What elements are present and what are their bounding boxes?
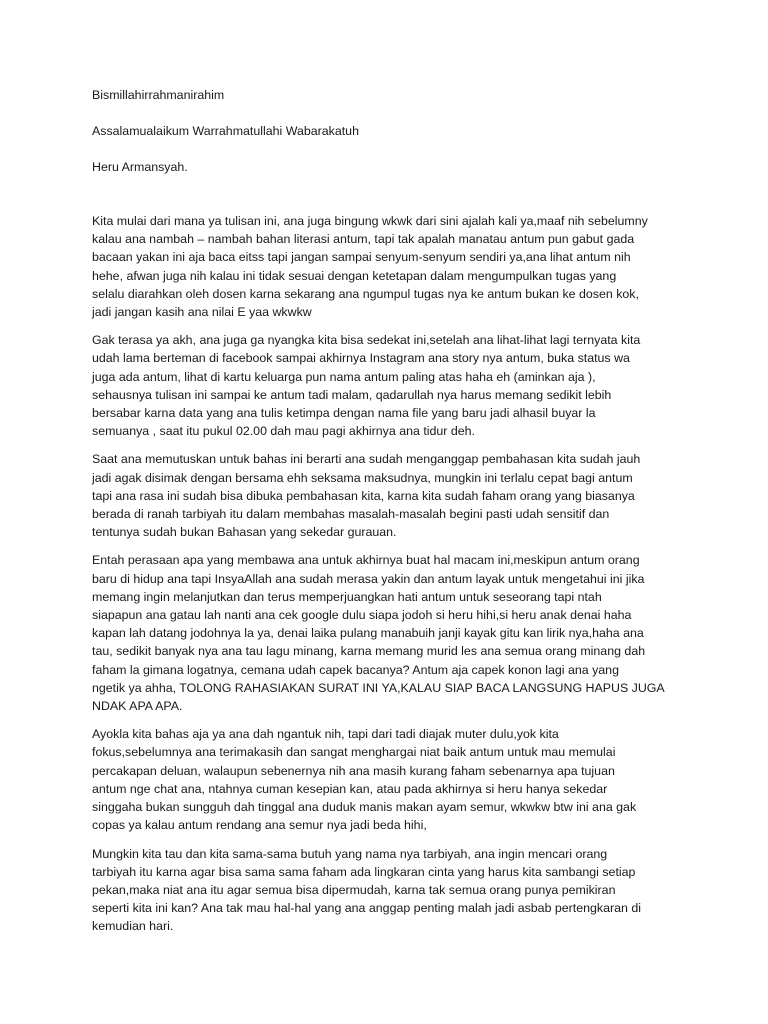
text-line: kapan lah datang jodohnya la ya, denai laika pulang manabuih janji kayak gitu kan lirik nya,haha ana <box>92 626 644 641</box>
text-line: kemudian hari. <box>92 919 174 934</box>
text-line: tarbiyah itu karna agar bisa sama sama faham ada lingkaran cinta yang harus kita sambangi setiap <box>92 864 636 879</box>
text-line: bersabar karna data yang ana tulis ketimpa dengan nama file yang baru jadi alhasil buyar la <box>92 406 596 421</box>
text-line: Entah perasaan apa yang membawa ana untuk akhirnya buat hal macam ini,meskipun antum orang <box>92 553 640 568</box>
text-line: faham la gimana logatnya, cemana udah capek bacanya? Antum aja capek konon lagi ana yang <box>92 662 619 677</box>
greeting-salam: Assalamualaikum Warrahmatullahi Wabarakatuh <box>92 124 359 138</box>
text-line: sehausnya tulisan ini sampai ke antum tadi malam, qadarullah nya harus memang sedikit lebih <box>92 387 612 402</box>
paragraph-2 <box>92 331 690 440</box>
text-line: Mungkin kita tau dan kita sama-sama butuh yang nama nya tarbiyah, ana ingin mencari orang <box>92 846 608 861</box>
text-line: pekan,maka niat ana itu agar semua bisa dipermudah, karna tak semua orang punya pemikiran <box>92 882 616 897</box>
text-line: Ayokla kita bahas aja ya ana dah ngantuk nih, tapi dari tadi diajak muter dulu,yok kita <box>92 727 559 742</box>
paragraph-5 <box>92 725 690 834</box>
text-line: ngetik ya ahha, TOLONG RAHASIAKAN SURAT INI YA,KALAU SIAP BACA LANGSUNG HAPUS JUGA <box>92 680 665 695</box>
addressee-line: Heru Armansyah. <box>92 160 188 174</box>
text-line: seperti kita ini kan? Ana tak mau hal-hal yang ana anggap penting malah jadi asbab pertengkaran di <box>92 901 642 916</box>
spacer <box>92 194 690 212</box>
text-line: bacaan yakan ini aja baca eitss tapi jangan sampai senyum-senyum sendiri ya,ana lihat antum nih <box>92 250 631 265</box>
text-line: semuanya , saat itu pukul 02.00 dah mau pagi akhirnya ana tidur deh. <box>92 424 475 439</box>
text-line: copas ya kalau antum rendang ana semur nya jadi beda hihi, <box>92 818 427 833</box>
text-line: tau, sedikit banyak nya ana tau lagu minang, karna memang murid les ana semua orang minang dah <box>92 644 646 659</box>
text-line: fokus,sebelumnya ana terimakasih dan sangat menghargai niat baik antum untuk mau memulai <box>92 745 616 760</box>
paragraph-3 <box>92 450 690 541</box>
text-line: NDAK APA APA. <box>92 699 183 714</box>
text-line: kalau ana nambah – nambah bahan literasi antum, tapi tak apalah manatau antum pun gabut gada <box>92 232 635 247</box>
text-line: percakapan deluan, walaupun sebenernya nih ana masih kurang faham sebenarnya apa tujuan <box>92 763 615 778</box>
paragraph-6 <box>92 845 690 936</box>
text-line: Gak terasa ya akh, ana juga ga nyangka kita bisa sedekat ini,setelah ana lihat-lihat lagi ternyata kita <box>92 333 641 348</box>
letter-body <box>92 86 690 946</box>
text-line: singgaha bukan sungguh dah tinggal ana duduk manis makan ayam semur, wkwkw btw ini ana gak <box>92 800 637 815</box>
text-line: hehe, afwan juga nih kalau ini tidak sesuai dengan ketetapan dalam mengumpulkan tugas yang <box>92 268 617 283</box>
text-line: selalu diarahkan oleh dosen karna sekarang ana ngumpul tugas nya ke antum bukan ke dosen kok, <box>92 286 639 301</box>
paragraph-4 <box>92 551 690 715</box>
text-line: jadi jangan kasih ana nilai E yaa wkwkw <box>92 305 312 320</box>
text-line: tapi ana rasa ini sudah bisa dibuka pembahasan kita, karna kita sudah faham orang yang biasanya <box>92 488 635 503</box>
text-line: Kita mulai dari mana ya tulisan ini, ana juga bingung wkwk dari sini ajalah kali ya,maaf nih sebelumny <box>92 214 648 228</box>
text-line: juga ada antum, lihat di kartu keluarga pun nama antum paling atas haha eh (aminkan aja ), <box>92 369 596 384</box>
text-line: siapapun ana gatau lah nanti ana cek google dulu siapa jodoh si heru hihi,si heru anak denai haha <box>92 608 632 623</box>
text-line: udah lama berteman di facebook sampai akhirnya Instagram ana story nya antum, buka status wa <box>92 351 630 366</box>
greeting-bismillah: Bismillahirrahmanirahim <box>92 88 225 102</box>
text-line: berada di ranah tarbiyah itu dalam membahas masalah-masalah begini pasti udah sensitif dan <box>92 507 610 522</box>
text-line: Saat ana memutuskan untuk bahas ini berarti ana sudah menganggap pembahasan kita sudah jauh <box>92 452 641 467</box>
text-line: tentunya sudah bukan Bahasan yang sekedar gurauan. <box>92 525 397 540</box>
paragraph-1 <box>92 212 690 321</box>
text-line: baru di hidup ana tapi InsyaAllah ana sudah merasa yakin dan antum layak untuk mengetahui ini jika <box>92 571 645 586</box>
text-line: memang ingin melanjutkan dan terus memperjuangkan hati antum untuk seseorang tapi ntah <box>92 589 602 604</box>
text-line: jadi agak disimak dengan bersama ehh seksama maksudnya, mungkin ini terlalu cepat bagi antum <box>92 470 633 485</box>
text-line: antum nge chat ana, ntahnya cuman kesepian kan, atau pada akhirnya si heru hanya sekedar <box>92 781 608 796</box>
